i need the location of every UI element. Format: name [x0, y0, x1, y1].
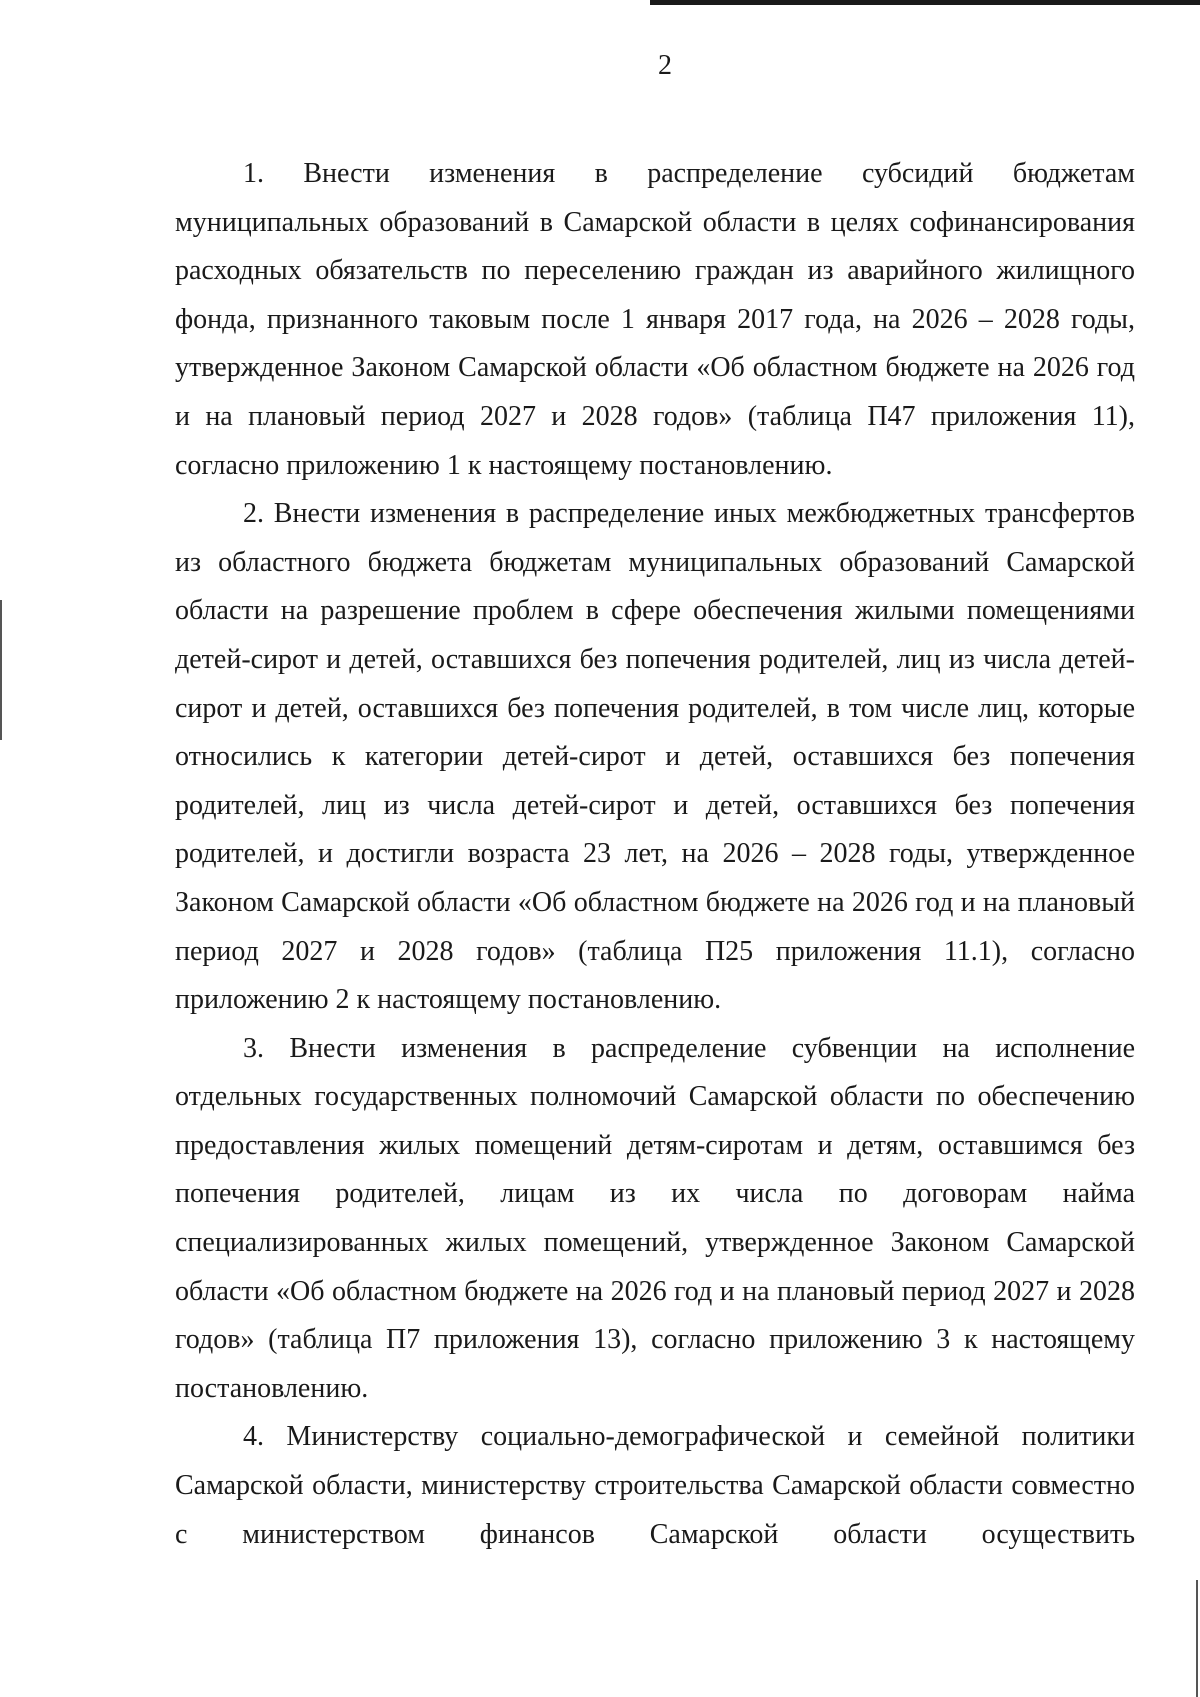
document-body: [175, 150, 1135, 1559]
scan-edge-right: [1196, 1580, 1198, 1697]
paragraph-3: 3. Внести изменения в распределение субвенции на исполнение отдельных государственных полномочий Самарской области по обеспечению предоставления жилых помещений детям-сиротам и детям, оставшимся без попечения родителей, лицам из их числа по договорам найма специализированных жилых помещений, утвержденное Законом Самарской области «Об областном бюджете на 2026 год и на плановый период 2027 и 2028 годов» (таблица П7 приложения 13), согласно приложению 3 к настоящему постановлению.: [175, 1032, 1135, 1404]
page-number: 2: [658, 50, 672, 81]
scan-edge-left: [0, 600, 2, 740]
paragraph-2: 2. Внести изменения в распределение иных межбюджетных трансфертов из областного бюджета бюджетам муниципальных образований Самарской области на разрешение проблем в сфере обеспечения жилыми помещениями детей-сирот и детей, оставшихся без попечения родителей, лиц из числа детей-сирот и детей, оставшихся без попечения родителей, в том числе лиц, которые относились к категории детей-сирот и детей, оставшихся без попечения родителей, лиц из числа детей-сирот и детей, оставшихся без попечения родителей, и достигли возраста 23 лет, на 2026 – 2028 годы, утвержденное Законом Самарской области «Об областном бюджете на 2026 год и на плановый период 2027 и 2028 годов» (таблица П25 приложения 11.1), согласно приложению 2 к настоящему постановлению.: [175, 498, 1135, 1016]
scan-edge-top: [650, 0, 1200, 5]
paragraph-1: 1. Внести изменения в распределение субсидий бюджетам муниципальных образований в Самарской области в целях софинансирования расходных обязательств по переселению граждан из аварийного жилищного фонда, признанного таковым после 1 января 2017 года, на 2026 – 2028 годы, утвержденное Законом Самарской области «Об областном бюджете на 2026 год и на плановый период 2027 и 2028 годов» (таблица П47 приложения 11), согласно приложению 1 к настоящему постановлению.: [175, 158, 1135, 481]
paragraph-4: 4. Министерству социально-демографической и семейной политики Самарской области, министерству строительства Самарской области совместно с министерством финансов Самарской области осуществить: [175, 1421, 1135, 1550]
